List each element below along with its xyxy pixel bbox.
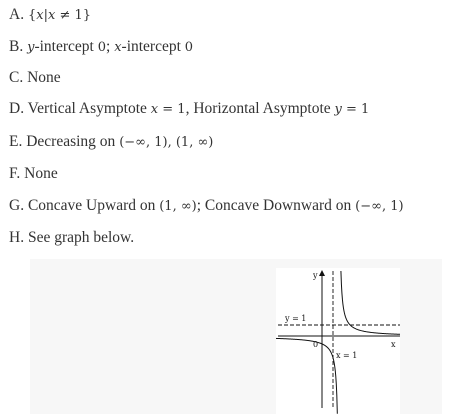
answer-a (9, 4, 91, 26)
answer-text-part: x (150, 102, 159, 117)
x-axis-label: x (391, 340, 396, 349)
answer-d (9, 98, 369, 120)
answer-text-part: | (43, 8, 48, 23)
answer-text-part: None (20, 165, 58, 182)
answer-h (9, 227, 134, 249)
answer-text-part: ; Concave Downward on (196, 197, 356, 214)
answer-text-part: = 1 (158, 102, 186, 117)
answer-text-part: -intercept (121, 38, 185, 55)
answer-letter: C. (9, 69, 24, 86)
horizontal-asymptote-label: y = 1 (285, 314, 307, 323)
answer-e (9, 131, 213, 153)
answer-letter: A. (9, 6, 25, 23)
answer-text-part: Decreasing on (22, 133, 120, 150)
answer-text-part: , Horizontal Asymptote (185, 100, 335, 117)
answer-text-part: -intercept (34, 38, 98, 55)
origin-label: 0 (313, 340, 319, 349)
rational-function-graph (276, 268, 400, 414)
answer-letter: B. (9, 38, 24, 55)
graph-card (276, 268, 400, 414)
y-axis-label: y (313, 271, 318, 280)
answer-text-part: y (334, 102, 342, 117)
curve-left-branch (276, 338, 337, 413)
answer-text-part: (−∞, 1), (1, ∞) (119, 135, 214, 150)
answer-g (9, 195, 404, 217)
answer-b (9, 36, 193, 58)
answer-text-part: x (47, 8, 56, 23)
answer-text-part: Vertical Asymptote (24, 100, 151, 117)
answer-text-part: 0 (184, 40, 194, 55)
answer-letter: F. (9, 165, 21, 182)
answer-text-part: None (23, 69, 61, 86)
answer-c (9, 67, 61, 89)
vertical-asymptote-label: x = 1 (336, 351, 358, 360)
answer-text-part: x (114, 40, 122, 55)
answer-text-part: x (36, 8, 44, 23)
answer-text-part: (−∞, 1) (355, 199, 404, 214)
answer-text-part: (1, ∞) (159, 199, 197, 214)
answer-letter: G. (9, 197, 25, 214)
answer-text-part: { (27, 8, 37, 23)
answer-letter: D. (9, 100, 25, 117)
answer-text-part: = 1 (341, 102, 370, 117)
answer-text-part: ≠ 1} (55, 8, 92, 23)
answer-f (9, 163, 58, 185)
answer-text-part: y (27, 40, 35, 55)
answer-text-part: Concave Upward on (24, 197, 160, 214)
answer-text-part: ; (106, 38, 115, 55)
graph-panel (30, 259, 442, 414)
answer-letter: E. (9, 133, 23, 150)
answer-text-part: See graph below. (24, 229, 135, 246)
answer-letter: H. (9, 229, 25, 246)
answer-text-part: 0 (97, 40, 106, 55)
